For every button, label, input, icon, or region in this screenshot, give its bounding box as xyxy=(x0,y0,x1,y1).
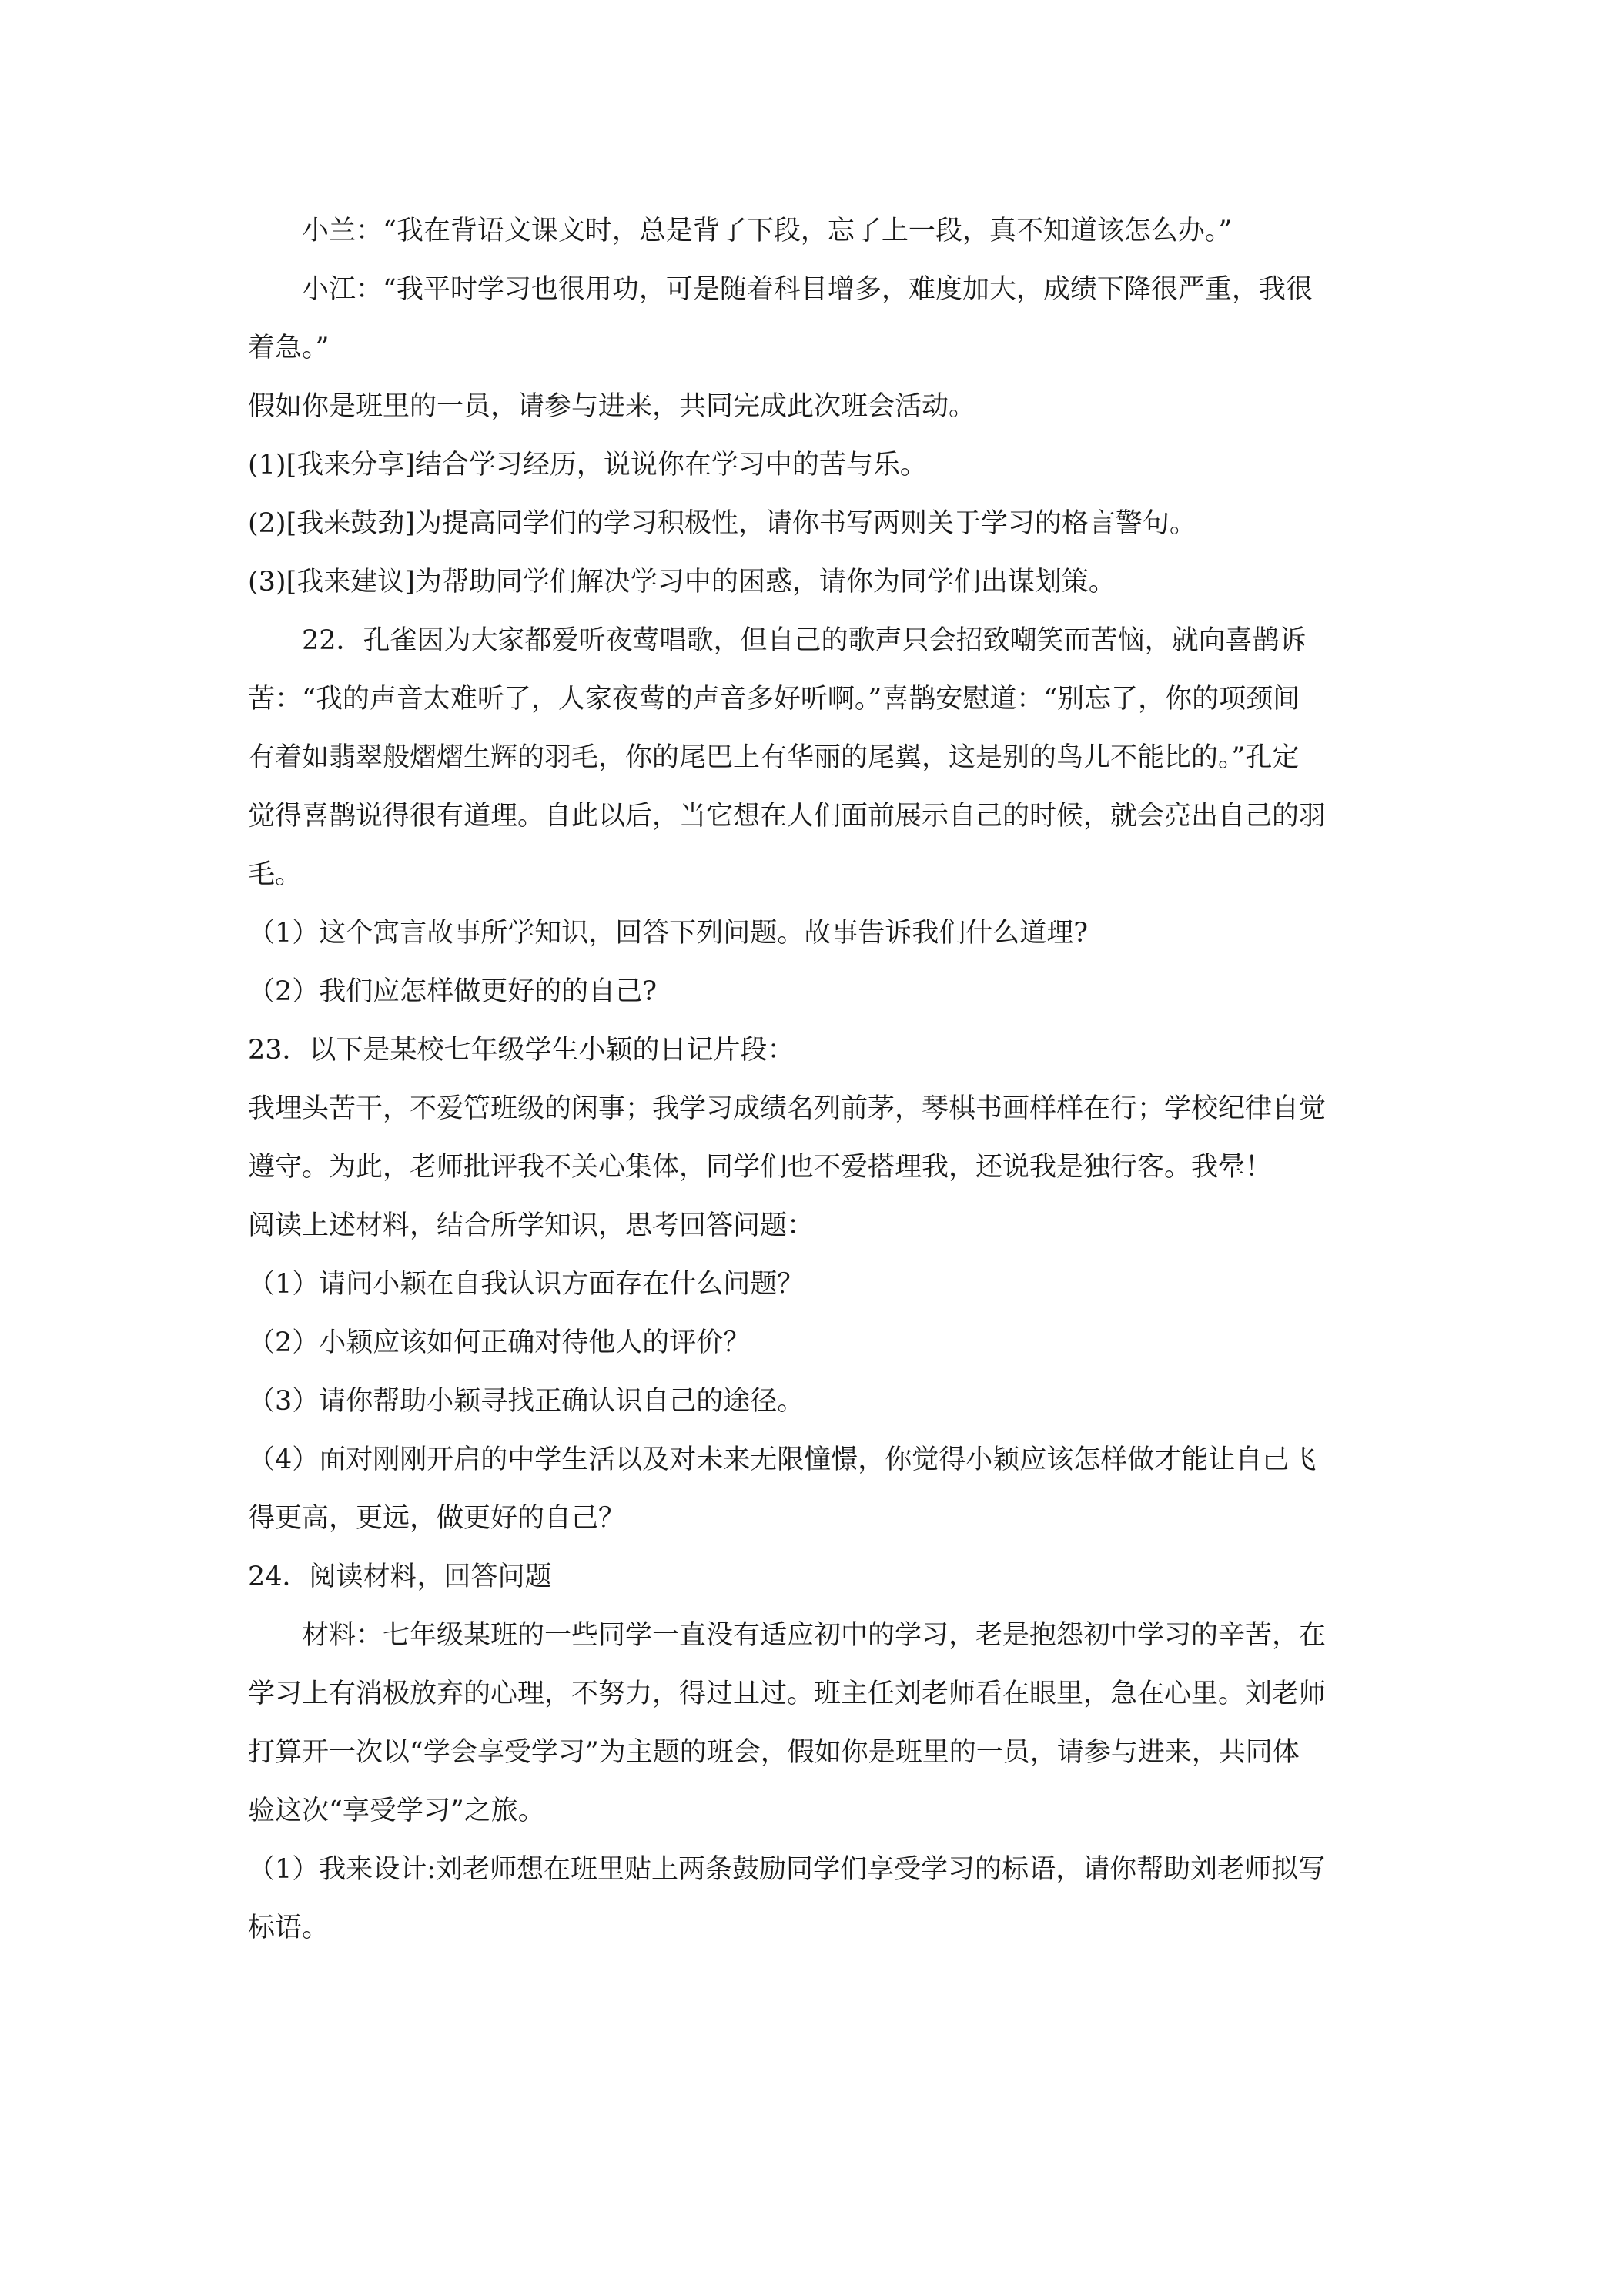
question-22-part-2: （2）我们应怎样做更好的的自己? xyxy=(248,976,658,1007)
dialogue-xiaolan: 小兰：“我在背语文课文时，总是背了下段，忘了上一段，真不知道该怎么办。” xyxy=(302,216,1233,246)
question-22-text-line-5: 毛。 xyxy=(248,859,303,890)
question-24-material-line-4: 验这次“享受学习”之旅。 xyxy=(248,1796,545,1826)
question-23-part-4-line-1: （4）面对刚刚开启的中学生活以及对未来无限憧憬，你觉得小颖应该怎样做才能让自己飞 xyxy=(248,1444,1317,1475)
class-meeting-prompt: 假如你是班里的一员，请参与进来，共同完成此次班会活动。 xyxy=(248,391,976,422)
question-24-material-line-3: 打算开一次以“学会享受学习”为主题的班会，假如你是班里的一员，请参与进来，共同体 xyxy=(248,1737,1300,1768)
question-22-text-line-4: 觉得喜鹊说得很有道理。自此以后，当它想在人们面前展示自己的时候，就会亮出自己的羽 xyxy=(248,801,1327,832)
question-21-part-1: (1)[我来分享]结合学习经历，说说你在学习中的苦与乐。 xyxy=(248,450,927,480)
question-23-diary-line-1: 我埋头苦干，不爱管班级的闲事；我学习成绩名列前茅，琴棋书画样样在行；学校纪律自觉 xyxy=(248,1093,1327,1124)
question-21-part-3: (3)[我来建议]为帮助同学们解决学习中的困惑，请你为同学们出谋划策。 xyxy=(248,567,1116,597)
question-23-part-4-line-2: 得更高，更远，做更好的自己？ xyxy=(248,1503,626,1534)
question-23-diary-line-2: 遵守。为此，老师批评我不关心集体，同学们也不爱搭理我，还说我是独行客。我晕！ xyxy=(248,1152,1273,1183)
dialogue-xiaojiang-line-1: 小江：“我平时学习也很用功，可是随着科目增多，难度加大，成绩下降很严重，我很 xyxy=(302,274,1313,305)
question-24-material-line-1: 材料：七年级某班的一些同学一直没有适应初中的学习，老是抱怨初中学习的辛苦，在 xyxy=(302,1620,1327,1651)
question-24-material-line-2: 学习上有消极放弃的心理，不努力，得过且过。班主任刘老师看在眼里，急在心里。刘老师 xyxy=(248,1678,1327,1709)
question-23-instruction: 阅读上述材料，结合所学知识，思考回答问题： xyxy=(248,1210,815,1241)
question-22-text-line-3: 有着如翡翠般熠熠生辉的羽毛，你的尾巴上有华丽的尾翼，这是别的鸟儿不能比的。”孔定 xyxy=(248,742,1300,773)
question-23-part-1: （1）请问小颖在自我认识方面存在什么问题？ xyxy=(248,1269,805,1300)
question-23-part-3: （3）请你帮助小颖寻找正确认识自己的途径。 xyxy=(248,1386,805,1417)
question-23-title: 23．以下是某校七年级学生小颖的日记片段： xyxy=(248,1035,795,1066)
dialogue-xiaojiang-line-2: 着急。” xyxy=(248,333,330,363)
question-22-text-line-1: 22．孔雀因为大家都爱听夜莺唱歌，但自己的歌声只会招致嘲笑而苦恼，就向喜鹊诉 xyxy=(302,625,1307,656)
question-24-part-1-line-2: 标语。 xyxy=(248,1913,330,1943)
question-22-part-1: （1）这个寓言故事所学知识，回答下列问题。故事告诉我们什么道理? xyxy=(248,918,1089,949)
question-23-part-2: （2）小颖应该如何正确对待他人的评价？ xyxy=(248,1327,751,1358)
question-21-part-2: (2)[我来鼓劲]为提高同学们的学习积极性，请你书写两则关于学习的格言警句。 xyxy=(248,508,1196,539)
question-22-text-line-2: 苦：“我的声音太难听了，人家夜莺的声音多好听啊。”喜鹊安慰道：“别忘了，你的项颈间 xyxy=(248,684,1300,715)
question-24-title: 24．阅读材料，回答问题 xyxy=(248,1561,552,1592)
question-24-part-1-line-1: （1）我来设计:刘老师想在班里贴上两条鼓励同学们享受学习的标语，请你帮助刘老师拟写 xyxy=(248,1854,1326,1885)
